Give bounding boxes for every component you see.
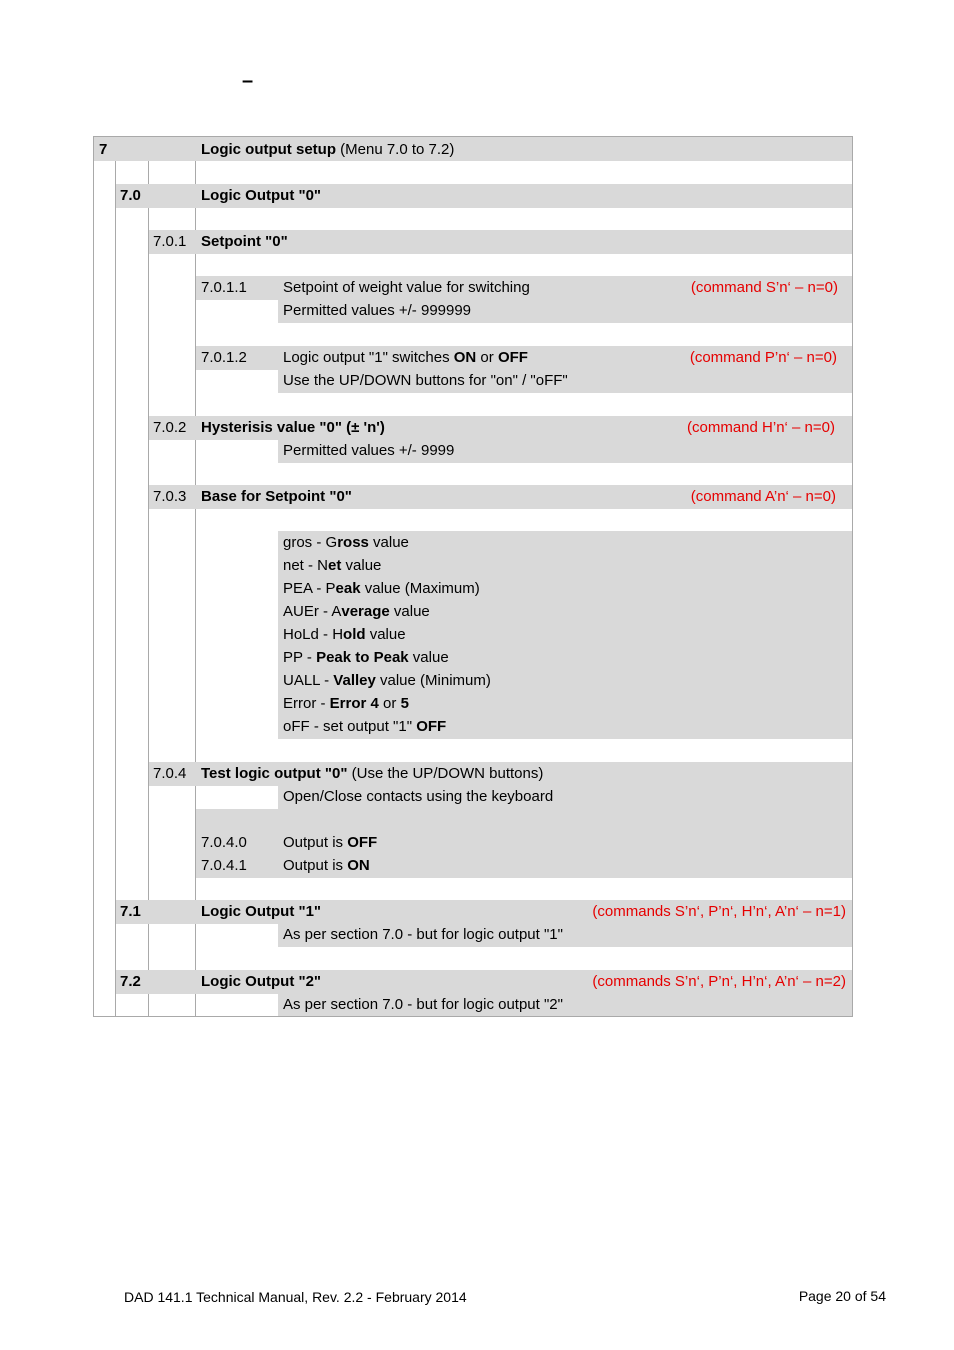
menu-7-2-title: Logic Output "2" bbox=[201, 973, 322, 990]
menu-7-0-1-1-number: 7.0.1.1 bbox=[201, 279, 247, 296]
base-option: UALL - Valley value (Minimum) bbox=[283, 672, 491, 689]
menu-7-0-1-1-note: Permitted values +/- 999999 bbox=[283, 302, 472, 319]
menu-7-0-4-title: Test logic output "0" (Use the UP/DOWN buttons) bbox=[201, 765, 544, 782]
menu-7-0-1-title: Setpoint "0" bbox=[201, 233, 288, 250]
base-option: PEA - Peak value (Maximum) bbox=[283, 580, 480, 597]
menu-7-1-command: (commands S’n‘, P’n‘, H’n‘, A’n‘ – n=1) bbox=[592, 903, 846, 920]
menu-7-1-title: Logic Output "1" bbox=[201, 903, 322, 920]
menu-7-number: 7 bbox=[99, 141, 108, 158]
menu-7-0-4-0-label: Output is OFF bbox=[283, 834, 378, 851]
menu-7-0-4-1-label: Output is ON bbox=[283, 857, 370, 874]
menu-7-2-command: (commands S’n‘, P’n‘, H’n‘, A’n‘ – n=2) bbox=[592, 973, 846, 990]
menu-7-1-note: As per section 7.0 - but for logic output "1" bbox=[283, 926, 563, 943]
menu-7-0-2-command: (command H’n‘ – n=0) bbox=[687, 419, 835, 436]
menu-7-0-4-number: 7.0.4 bbox=[153, 765, 187, 782]
menu-7-0-3-command: (command A’n‘ – n=0) bbox=[690, 488, 836, 505]
menu-7-0-3-title: Base for Setpoint "0" bbox=[201, 488, 352, 505]
menu-table bbox=[93, 136, 853, 1017]
base-option: PP - Peak to Peak value bbox=[283, 649, 449, 666]
menu-7-0-2-number: 7.0.2 bbox=[153, 419, 187, 436]
base-option: gros - Gross value bbox=[283, 534, 409, 551]
base-option: Error - Error 4 or 5 bbox=[283, 695, 409, 712]
menu-7-0-1-2-command: (command P’n‘ – n=0) bbox=[689, 349, 837, 366]
menu-7-0-title: Logic Output "0" bbox=[201, 187, 322, 204]
menu-7-0-1-2-label: Logic output "1" switches ON or OFF bbox=[283, 349, 528, 366]
menu-7-1-number: 7.1 bbox=[120, 903, 141, 920]
footer-page-number: Page 20 of 54 bbox=[798, 1288, 886, 1304]
base-option: oFF - set output "1" OFF bbox=[283, 718, 447, 735]
base-options-list bbox=[283, 533, 491, 740]
menu-7-title: Logic output setup (Menu 7.0 to 7.2) bbox=[201, 141, 455, 158]
column-divider bbox=[115, 137, 116, 1016]
menu-7-0-4-note: Open/Close contacts using the keyboard bbox=[283, 788, 554, 805]
menu-7-0-2-title: Hysterisis value "0" (± 'n') bbox=[201, 419, 385, 436]
menu-7-0-2-note: Permitted values +/- 9999 bbox=[283, 442, 455, 459]
menu-7-0-3-number: 7.0.3 bbox=[153, 488, 187, 505]
menu-7-0-1-2-note: Use the UP/DOWN buttons for "on" / "oFF" bbox=[283, 372, 568, 389]
base-option: net - Net value bbox=[283, 557, 382, 574]
menu-7-2-number: 7.2 bbox=[120, 973, 141, 990]
column-divider bbox=[148, 137, 149, 1016]
column-divider bbox=[195, 137, 196, 1016]
menu-7-0-4-0-number: 7.0.4.0 bbox=[201, 834, 247, 851]
menu-7-0-1-1-command: (command S’n‘ – n=0) bbox=[690, 279, 838, 296]
menu-7-0-1-number: 7.0.1 bbox=[153, 233, 187, 250]
menu-7-0-number: 7.0 bbox=[120, 187, 141, 204]
base-option: HoLd - Hold value bbox=[283, 626, 406, 643]
base-option: AUEr - Average value bbox=[283, 603, 430, 620]
heading-dash: – bbox=[242, 70, 254, 92]
menu-7-2-note: As per section 7.0 - but for logic output "2" bbox=[283, 996, 563, 1013]
menu-7-0-4-1-number: 7.0.4.1 bbox=[201, 857, 247, 874]
menu-7-0-1-2-number: 7.0.1.2 bbox=[201, 349, 247, 366]
menu-7-0-1-1-label: Setpoint of weight value for switching bbox=[283, 279, 530, 296]
footer-manual-title: DAD 141.1 Technical Manual, Rev. 2.2 - February 2014 bbox=[124, 1289, 467, 1305]
